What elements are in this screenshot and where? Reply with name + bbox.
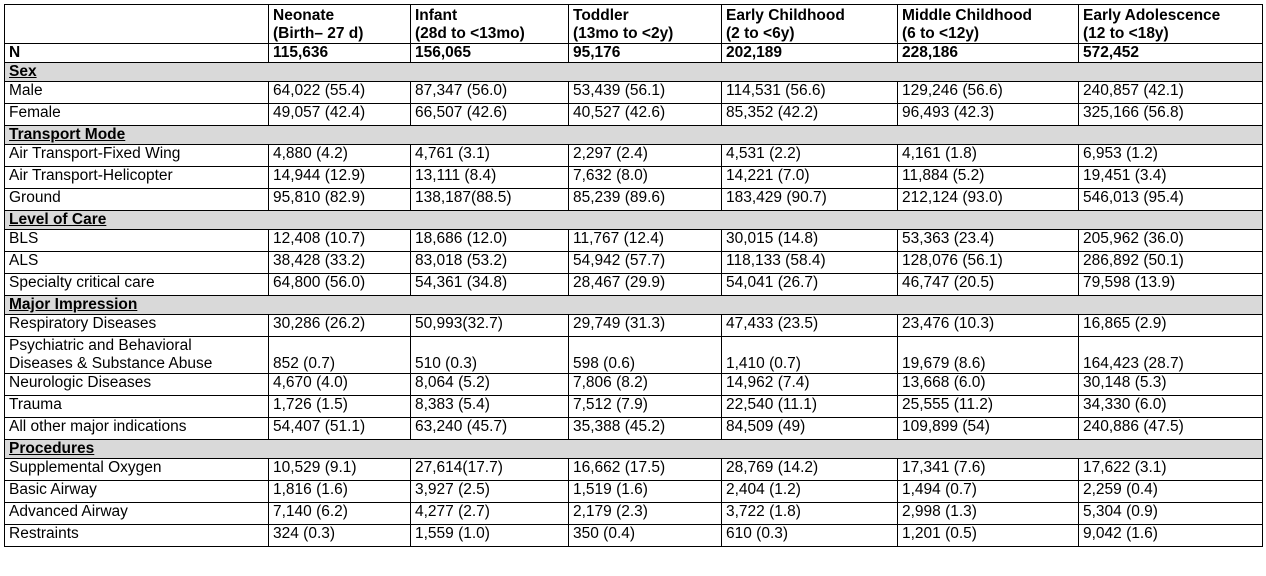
table-cell: 1,519 (1.6)	[569, 481, 722, 503]
section-title: Transport Mode	[5, 126, 1263, 145]
row-label: N	[5, 44, 269, 63]
table-row	[5, 315, 1263, 337]
column-header-range: (6 to <12y)	[902, 25, 980, 42]
table-cell: 54,041 (26.7)	[722, 274, 898, 296]
table-row	[5, 481, 1263, 503]
row-label: Air Transport-Fixed Wing	[5, 145, 269, 167]
table-cell: 138,187(88.5)	[411, 189, 569, 211]
header-row	[5, 5, 1263, 44]
table-cell: 49,057 (42.4)	[269, 104, 411, 126]
table-row	[5, 525, 1263, 547]
table-row	[5, 459, 1263, 481]
column-header-range: (13mo to <2y)	[573, 25, 674, 42]
table-cell: 7,806 (8.2)	[569, 374, 722, 396]
table-cell: 3,927 (2.5)	[411, 481, 569, 503]
table-cell: 16,865 (2.9)	[1079, 315, 1263, 337]
table-cell: 240,886 (47.5)	[1079, 418, 1263, 440]
table-cell: 7,140 (6.2)	[269, 503, 411, 525]
table-cell: 2,998 (1.3)	[898, 503, 1079, 525]
table-cell: 53,363 (23.4)	[898, 230, 1079, 252]
table-row	[5, 252, 1263, 274]
table-cell: 28,769 (14.2)	[722, 459, 898, 481]
section-title: Sex	[5, 63, 1263, 82]
table-cell: 11,767 (12.4)	[569, 230, 722, 252]
table-cell: 2,404 (1.2)	[722, 481, 898, 503]
table-row	[5, 274, 1263, 296]
table-cell: 64,022 (55.4)	[269, 82, 411, 104]
table-cell: 129,246 (56.6)	[898, 82, 1079, 104]
section-header-row	[5, 440, 1263, 459]
table-cell: 4,161 (1.8)	[898, 145, 1079, 167]
table-cell: 19,679 (8.6)	[898, 337, 1079, 374]
table-cell: 66,507 (42.6)	[411, 104, 569, 126]
table-cell: 1,410 (0.7)	[722, 337, 898, 374]
table-cell: 286,892 (50.1)	[1079, 252, 1263, 274]
table-cell: 240,857 (42.1)	[1079, 82, 1263, 104]
table-cell: 183,429 (90.7)	[722, 189, 898, 211]
column-header-title: Middle Childhood	[902, 7, 1033, 24]
table-cell: 14,944 (12.9)	[269, 167, 411, 189]
table-cell: 115,636	[269, 44, 411, 63]
table-cell: 4,277 (2.7)	[411, 503, 569, 525]
row-label: Male	[5, 82, 269, 104]
table-cell: 53,439 (56.1)	[569, 82, 722, 104]
column-header	[569, 5, 722, 44]
section-title: Level of Care	[5, 211, 1263, 230]
table-cell: 10,529 (9.1)	[269, 459, 411, 481]
table-cell: 83,018 (53.2)	[411, 252, 569, 274]
table-row	[5, 230, 1263, 252]
demographics-table	[4, 4, 1263, 547]
row-label: Advanced Airway	[5, 503, 269, 525]
table-row	[5, 337, 1263, 374]
section-title: Procedures	[5, 440, 1263, 459]
table-row	[5, 145, 1263, 167]
table-cell: 4,531 (2.2)	[722, 145, 898, 167]
table-row	[5, 82, 1263, 104]
table-cell: 13,111 (8.4)	[411, 167, 569, 189]
table-cell: 6,953 (1.2)	[1079, 145, 1263, 167]
table-cell: 40,527 (42.6)	[569, 104, 722, 126]
table-cell: 23,476 (10.3)	[898, 315, 1079, 337]
n-row	[5, 44, 1263, 63]
table-body	[5, 44, 1263, 547]
table-cell: 87,347 (56.0)	[411, 82, 569, 104]
table-cell: 7,512 (7.9)	[569, 396, 722, 418]
section-header-row	[5, 126, 1263, 145]
row-label: Basic Airway	[5, 481, 269, 503]
table-cell: 35,388 (45.2)	[569, 418, 722, 440]
table-cell: 325,166 (56.8)	[1079, 104, 1263, 126]
table-cell: 11,884 (5.2)	[898, 167, 1079, 189]
table-row	[5, 503, 1263, 525]
row-label: All other major indications	[5, 418, 269, 440]
table-cell: 17,622 (3.1)	[1079, 459, 1263, 481]
row-label: Restraints	[5, 525, 269, 547]
table-cell: 2,259 (0.4)	[1079, 481, 1263, 503]
table-cell: 1,816 (1.6)	[269, 481, 411, 503]
table-cell: 852 (0.7)	[269, 337, 411, 374]
table-cell: 3,722 (1.8)	[722, 503, 898, 525]
section-header-row	[5, 63, 1263, 82]
table-cell: 13,668 (6.0)	[898, 374, 1079, 396]
table-cell: 202,189	[722, 44, 898, 63]
table-cell: 4,880 (4.2)	[269, 145, 411, 167]
table-cell: 30,148 (5.3)	[1079, 374, 1263, 396]
column-header-title: Toddler	[573, 7, 629, 24]
row-label: ALS	[5, 252, 269, 274]
table-cell: 30,015 (14.8)	[722, 230, 898, 252]
table-cell: 9,042 (1.6)	[1079, 525, 1263, 547]
column-header	[722, 5, 898, 44]
table-cell: 85,239 (89.6)	[569, 189, 722, 211]
table-cell: 84,509 (49)	[722, 418, 898, 440]
table-cell: 63,240 (45.7)	[411, 418, 569, 440]
table-cell: 79,598 (13.9)	[1079, 274, 1263, 296]
table-cell: 38,428 (33.2)	[269, 252, 411, 274]
table-cell: 22,540 (11.1)	[722, 396, 898, 418]
table-cell: 12,408 (10.7)	[269, 230, 411, 252]
table-cell: 28,467 (29.9)	[569, 274, 722, 296]
column-header	[898, 5, 1079, 44]
table-header	[5, 5, 1263, 44]
row-label: Respiratory Diseases	[5, 315, 269, 337]
section-title: Major Impression	[5, 296, 1263, 315]
table-cell: 46,747 (20.5)	[898, 274, 1079, 296]
row-label	[5, 337, 269, 374]
table-cell: 34,330 (6.0)	[1079, 396, 1263, 418]
table-cell: 5,304 (0.9)	[1079, 503, 1263, 525]
table-cell: 16,662 (17.5)	[569, 459, 722, 481]
table-cell: 25,555 (11.2)	[898, 396, 1079, 418]
table-cell: 2,297 (2.4)	[569, 145, 722, 167]
table-cell: 64,800 (56.0)	[269, 274, 411, 296]
table-row	[5, 374, 1263, 396]
row-label: Ground	[5, 189, 269, 211]
table-cell: 17,341 (7.6)	[898, 459, 1079, 481]
table-cell: 54,407 (51.1)	[269, 418, 411, 440]
section-header-row	[5, 296, 1263, 315]
table-cell: 95,810 (82.9)	[269, 189, 411, 211]
table-cell: 27,614(17.7)	[411, 459, 569, 481]
section-header-row	[5, 211, 1263, 230]
table-cell: 29,749 (31.3)	[569, 315, 722, 337]
column-header	[5, 5, 269, 44]
table-cell: 14,221 (7.0)	[722, 167, 898, 189]
column-header-title: Infant	[415, 7, 458, 24]
column-header-title: Early Childhood	[726, 7, 845, 24]
row-label: Female	[5, 104, 269, 126]
table-cell: 598 (0.6)	[569, 337, 722, 374]
column-header-range: (Birth– 27 d)	[273, 25, 364, 42]
table-cell: 350 (0.4)	[569, 525, 722, 547]
table-cell: 18,686 (12.0)	[411, 230, 569, 252]
column-header-title: Neonate	[273, 7, 335, 24]
table-row	[5, 104, 1263, 126]
table-cell: 96,493 (42.3)	[898, 104, 1079, 126]
column-header-title: Early Adolescence	[1083, 7, 1221, 24]
column-header	[1079, 5, 1263, 44]
table-cell: 8,064 (5.2)	[411, 374, 569, 396]
row-label: BLS	[5, 230, 269, 252]
table-cell: 54,361 (34.8)	[411, 274, 569, 296]
table-cell: 8,383 (5.4)	[411, 396, 569, 418]
table-cell: 85,352 (42.2)	[722, 104, 898, 126]
table-cell: 95,176	[569, 44, 722, 63]
row-label: Supplemental Oxygen	[5, 459, 269, 481]
table-row	[5, 189, 1263, 211]
table-row	[5, 396, 1263, 418]
table-cell: 2,179 (2.3)	[569, 503, 722, 525]
row-label: Neurologic Diseases	[5, 374, 269, 396]
table-cell: 109,899 (54)	[898, 418, 1079, 440]
table-cell: 19,451 (3.4)	[1079, 167, 1263, 189]
row-label: Specialty critical care	[5, 274, 269, 296]
table-cell: 205,962 (36.0)	[1079, 230, 1263, 252]
table-cell: 114,531 (56.6)	[722, 82, 898, 104]
table-cell: 610 (0.3)	[722, 525, 898, 547]
table-cell: 546,013 (95.4)	[1079, 189, 1263, 211]
table-cell: 1,494 (0.7)	[898, 481, 1079, 503]
row-label-line: Diseases & Substance Abuse	[9, 355, 213, 372]
table-cell: 228,186	[898, 44, 1079, 63]
row-label: Trauma	[5, 396, 269, 418]
table-cell: 54,942 (57.7)	[569, 252, 722, 274]
table-row	[5, 418, 1263, 440]
table-cell: 118,133 (58.4)	[722, 252, 898, 274]
table-cell: 1,559 (1.0)	[411, 525, 569, 547]
table-cell: 30,286 (26.2)	[269, 315, 411, 337]
column-header-range: (28d to <13mo)	[415, 25, 525, 42]
table-cell: 572,452	[1079, 44, 1263, 63]
row-label: Air Transport-Helicopter	[5, 167, 269, 189]
table-row	[5, 167, 1263, 189]
column-header	[411, 5, 569, 44]
table-cell: 14,962 (7.4)	[722, 374, 898, 396]
table-cell: 510 (0.3)	[411, 337, 569, 374]
table-cell: 50,993(32.7)	[411, 315, 569, 337]
table-cell: 4,761 (3.1)	[411, 145, 569, 167]
column-header-range: (12 to <18y)	[1083, 25, 1169, 42]
table-cell: 156,065	[411, 44, 569, 63]
table-cell: 1,201 (0.5)	[898, 525, 1079, 547]
column-header	[269, 5, 411, 44]
table-cell: 324 (0.3)	[269, 525, 411, 547]
table-cell: 212,124 (93.0)	[898, 189, 1079, 211]
table-cell: 4,670 (4.0)	[269, 374, 411, 396]
table-cell: 47,433 (23.5)	[722, 315, 898, 337]
table-cell: 128,076 (56.1)	[898, 252, 1079, 274]
row-label-line: Psychiatric and Behavioral	[9, 337, 192, 354]
column-header-range: (2 to <6y)	[726, 25, 795, 42]
table-cell: 7,632 (8.0)	[569, 167, 722, 189]
table-cell: 164,423 (28.7)	[1079, 337, 1263, 374]
table-cell: 1,726 (1.5)	[269, 396, 411, 418]
